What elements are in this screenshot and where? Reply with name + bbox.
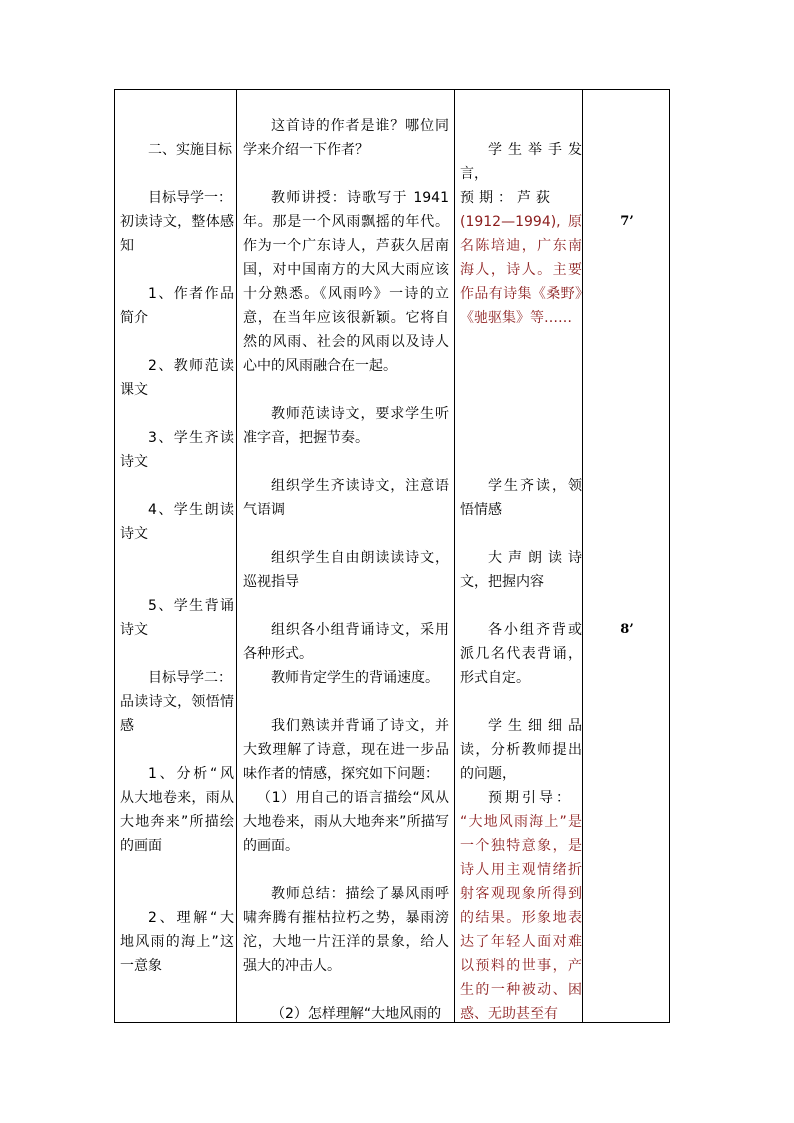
step-teacher-read: 2、教师范读课文 bbox=[120, 358, 234, 398]
student-recite: 各小组齐背或派几名代表背诵，形式自定。 bbox=[460, 622, 582, 686]
goal1-text: 初读诗文，整体感知 bbox=[120, 214, 234, 254]
time-allocation-1: 7’ bbox=[620, 214, 634, 229]
guide-label: 预期引导： bbox=[488, 790, 573, 806]
step-author-intro: 1、作者作品简介 bbox=[120, 286, 234, 326]
expected-answer-text: (1912—1994),原名陈培迪，广东南海人，诗人。主要作品有诗集《桑野》《驰驱集》等…… bbox=[460, 214, 582, 326]
question-two: （2）怎样理解“大地风雨的 bbox=[271, 1006, 442, 1022]
goal2-heading: 目标导学二： bbox=[148, 670, 232, 686]
goal1-heading: 目标导学一： bbox=[148, 190, 232, 206]
teacher-lecture: 教师讲授：诗歌写于 1941 年。那是一个风雨飘摇的年代。作为一个广东诗人，芦荻久居南国，对中国南方的大风大雨应该十分熟悉。《风雨吟》一诗的立意，在当年应该很新颖。它将自然的风雨、社会的风雨以及诗人心中的风雨融合在一起。 bbox=[243, 190, 449, 374]
column-divider bbox=[454, 90, 455, 1022]
step-loud-read: 4、学生朗读诗文 bbox=[120, 502, 234, 542]
free-reading-instruction: 组织学生自由朗读读诗文，巡视指导 bbox=[243, 550, 449, 590]
step-recite: 5、学生背诵诗文 bbox=[120, 598, 234, 638]
step-analyze-picture: 1、分析“风从大地卷来，雨从大地奔来”所描绘的画面 bbox=[120, 766, 234, 854]
teacher-activity-column bbox=[243, 90, 449, 1022]
time-allocation-2: 8’ bbox=[620, 622, 634, 637]
expected-answer-label: 预期：芦荻 bbox=[460, 190, 555, 206]
guide-text: “大地风雨海上”是一个独特意象，是诗人用主观情绪折射客观现象所得到的结果。形象地表达了年轻人面对难以预料的世事，产生的一种被动、困惑、无助甚至有 bbox=[460, 814, 582, 1022]
column-divider bbox=[236, 90, 237, 1022]
student-group-read: 学生齐读，领悟情感 bbox=[460, 478, 582, 518]
goal2-text: 品读诗文，领悟情感 bbox=[120, 694, 234, 734]
time-column bbox=[585, 90, 669, 1022]
student-activity-column bbox=[460, 90, 582, 1022]
recite-instruction: 组织各小组背诵诗文，采用各种形式。 bbox=[243, 622, 449, 662]
teacher-summary: 教师总结：描绘了暴风雨呼啸奔腾有摧枯拉朽之势，暴雨滂沱，大地一片汪洋的景象，给人强大的冲击人。 bbox=[243, 886, 449, 974]
teacher-praise: 教师肯定学生的背诵速度。 bbox=[271, 670, 439, 686]
teaching-steps-column bbox=[120, 90, 234, 1022]
author-question: 这首诗的作者是谁？哪位同学来介绍一下作者？ bbox=[243, 118, 449, 158]
student-analyze: 学生细细品读，分析教师提出的问题， bbox=[460, 718, 582, 782]
question-one: （1）用自己的语言描绘“风从大地卷来，雨从大地奔来”所描写的画面。 bbox=[243, 790, 449, 854]
step-group-read: 3、学生齐读诗文 bbox=[120, 430, 234, 470]
student-loud-read: 大声朗读诗文，把握内容 bbox=[460, 550, 582, 590]
group-reading-instruction: 组织学生齐读诗文，注意语气语调 bbox=[243, 478, 449, 518]
explore-intro: 我们熟读并背诵了诗文，并大致理解了诗意，现在进一步品味作者的情感，探究如下问题： bbox=[243, 718, 449, 782]
student-speak: 学生举手发言， bbox=[460, 142, 582, 182]
column-divider bbox=[582, 90, 583, 1022]
lesson-plan-table bbox=[114, 89, 670, 1023]
stage-title: 二、实施目标 bbox=[148, 142, 232, 158]
step-understand-image: 2、理解“大地风雨的海上”这一意象 bbox=[120, 910, 234, 974]
teacher-model-reading: 教师范读诗文，要求学生听准字音，把握节奏。 bbox=[243, 406, 449, 446]
